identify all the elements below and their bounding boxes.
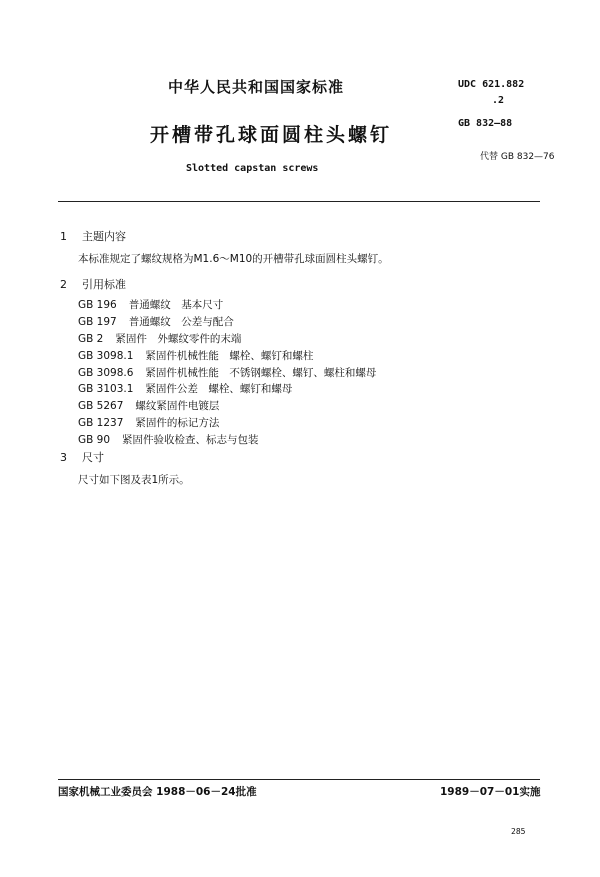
- page-number: 285: [511, 827, 526, 836]
- reference-code: GB 3098.6: [78, 366, 134, 379]
- reference-title: 螺纹紧固件电镀层: [135, 400, 220, 413]
- reference-item: [78, 365, 376, 382]
- replaces-standard: 代替 GB 832—76: [480, 152, 555, 162]
- standard-organization: 中华人民共和国国家标准: [168, 78, 345, 96]
- section-title: 主题内容: [82, 230, 126, 243]
- document-title-english: Slotted capstan screws: [186, 163, 319, 174]
- reference-code: GB 3103.1: [78, 383, 134, 396]
- section-number: 2: [60, 278, 67, 291]
- reference-item: [78, 348, 376, 365]
- section-title: 引用标准: [82, 278, 126, 291]
- dimensions-paragraph: 尺寸如下图及表1所示。: [78, 474, 190, 486]
- reference-code: GB 1237: [78, 417, 124, 430]
- footer-divider: [58, 779, 540, 780]
- section-number: 3: [60, 451, 67, 464]
- reference-title: 紧固件机械性能 不锈钢螺栓、螺钉、螺柱和螺母: [145, 366, 377, 379]
- reference-code: GB 197: [78, 315, 117, 328]
- reference-title: 紧固件机械性能 螺栓、螺钉和螺柱: [145, 349, 314, 362]
- reference-item: [78, 314, 376, 331]
- reference-code: GB 90: [78, 434, 111, 447]
- reference-item: [78, 297, 376, 314]
- section-heading-references: [60, 276, 126, 292]
- implementation-date: 1989－07－01实施: [440, 786, 541, 798]
- reference-code: GB 196: [78, 299, 117, 311]
- reference-title: 紧固件 外螺纹零件的末端: [115, 332, 242, 345]
- standard-number: GB 832—88: [458, 118, 513, 129]
- scope-paragraph: 本标准规定了螺纹规格为M1.6～M10的开槽带孔球面圆柱头螺钉。: [78, 253, 389, 265]
- section-heading-scope: [60, 228, 126, 244]
- reference-code: GB 5267: [78, 400, 124, 413]
- document-title: 开槽带孔球面圆柱头螺钉: [150, 124, 393, 146]
- reference-title: 普通螺纹 基本尺寸: [128, 299, 224, 311]
- udc-code: UDC 621.882: [458, 79, 525, 90]
- section-number: 1: [60, 230, 67, 243]
- header-divider: [58, 201, 540, 202]
- reference-title: 紧固件验收检查、标志与包装: [122, 434, 259, 447]
- reference-title: 普通螺纹 公差与配合: [128, 315, 234, 328]
- section-heading-dimensions: [60, 449, 104, 465]
- reference-title: 紧固件的标记方法: [135, 417, 220, 430]
- reference-list: [78, 297, 376, 449]
- udc-code-continuation: .2: [492, 95, 505, 106]
- reference-title: 紧固件公差 螺栓、螺钉和螺母: [145, 383, 293, 396]
- reference-item: [78, 398, 376, 415]
- reference-item: [78, 381, 376, 398]
- section-title: 尺寸: [82, 451, 104, 464]
- reference-code: GB 3098.1: [78, 349, 134, 362]
- reference-item: [78, 415, 376, 432]
- approval-date: 国家机械工业委员会 1988－06－24批准: [58, 786, 257, 798]
- reference-item: [78, 432, 376, 449]
- reference-item: [78, 331, 376, 348]
- reference-code: GB 2: [78, 332, 104, 345]
